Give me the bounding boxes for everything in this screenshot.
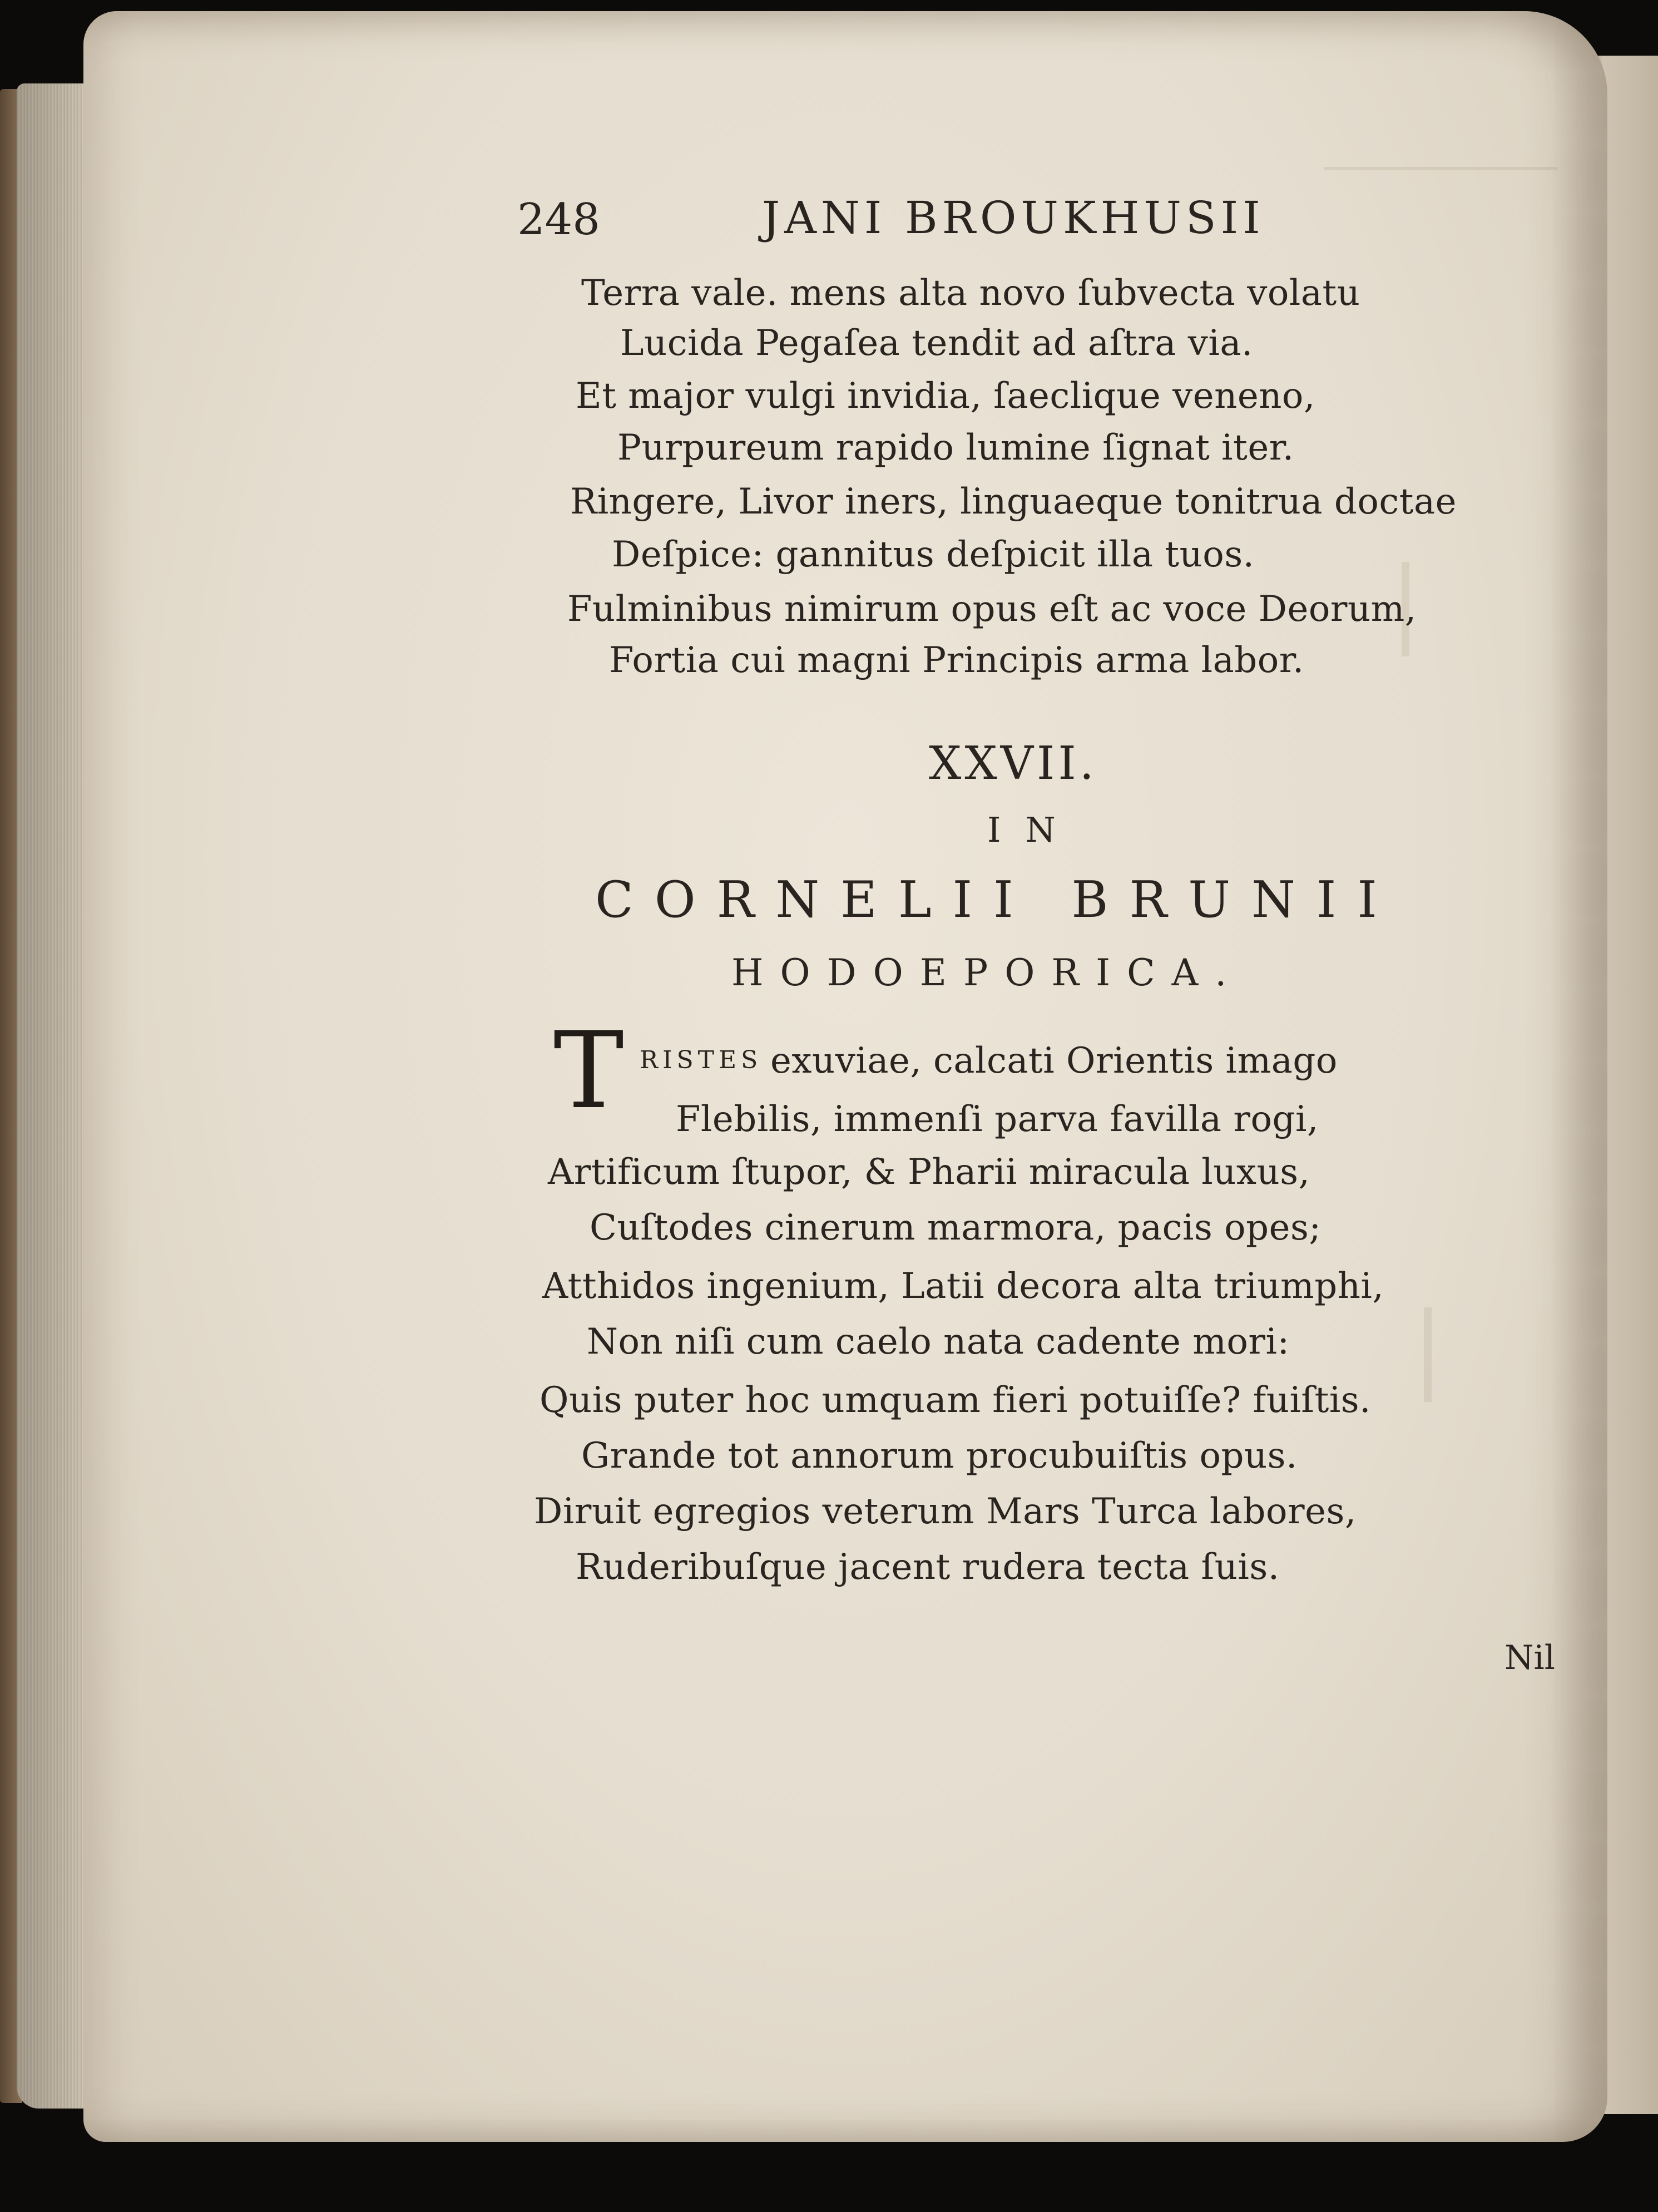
show-through-mark	[1324, 167, 1557, 204]
verse-line: Purpureum rapido lumine ſignat iter.	[617, 427, 1294, 468]
verse-line: Fulminibus nimirum opus eſt ac voce Deorum,	[567, 589, 1417, 630]
verse-line: Non niſi cum caelo nata cadente mori:	[587, 1321, 1290, 1362]
poem-title-author: CORNELII BRUNII	[595, 871, 1398, 929]
verse-line: Deſpice: gannitus deſpicit illa tuos.	[612, 534, 1255, 575]
verse-line: Terra vale. mens alta novo ſubvecta volatu	[581, 273, 1360, 314]
show-through-mark	[1424, 1307, 1504, 1402]
verse-line: Grande tot annorum procubuiſtis opus.	[581, 1435, 1298, 1477]
poem-title-preposition: IN	[987, 809, 1080, 850]
drop-cap: T	[553, 1009, 624, 1132]
first-word-smallcaps: RISTES	[640, 1046, 763, 1074]
verse-line: Flebilis, immenſi parva favilla rogi,	[676, 1099, 1319, 1140]
verse-line: Et major vulgi invidia, ſaeclique veneno,	[576, 376, 1315, 417]
poem-title-work: HODOEPORICA.	[731, 951, 1244, 994]
verse-line: Fortia cui magni Principis arma labor.	[609, 640, 1304, 681]
verse-line: Ruderibuſque jacent rudera tecta ſuis.	[576, 1547, 1280, 1588]
verse-line: exuviae, calcati Orientis imago	[770, 1040, 1338, 1082]
verse-line: Cuſtodes cinerum marmora, pacis opes;	[590, 1207, 1322, 1248]
catchword: Nil	[1504, 1638, 1555, 1677]
page-number: 248	[517, 195, 600, 245]
verse-line: Lucida Pegaſea tendit ad aſtra via.	[620, 323, 1253, 364]
verse-line: Diruit egregios veterum Mars Turca labores,	[534, 1491, 1357, 1532]
verse-line: Artificum ſtupor, & Pharii miracula luxus,	[548, 1152, 1310, 1193]
poem-number: XXVII.	[929, 737, 1097, 790]
verse-line: Quis puter hoc umquam fieri potuiſſe? fuiſtis.	[540, 1380, 1371, 1421]
verse-line: Atthidos ingenium, Latii decora alta triumphi,	[542, 1266, 1384, 1307]
running-head: JANI BROUKHUSII	[762, 192, 1265, 244]
verse-line: Ringere, Livor iners, linguaeque tonitrua doctae	[570, 481, 1457, 522]
